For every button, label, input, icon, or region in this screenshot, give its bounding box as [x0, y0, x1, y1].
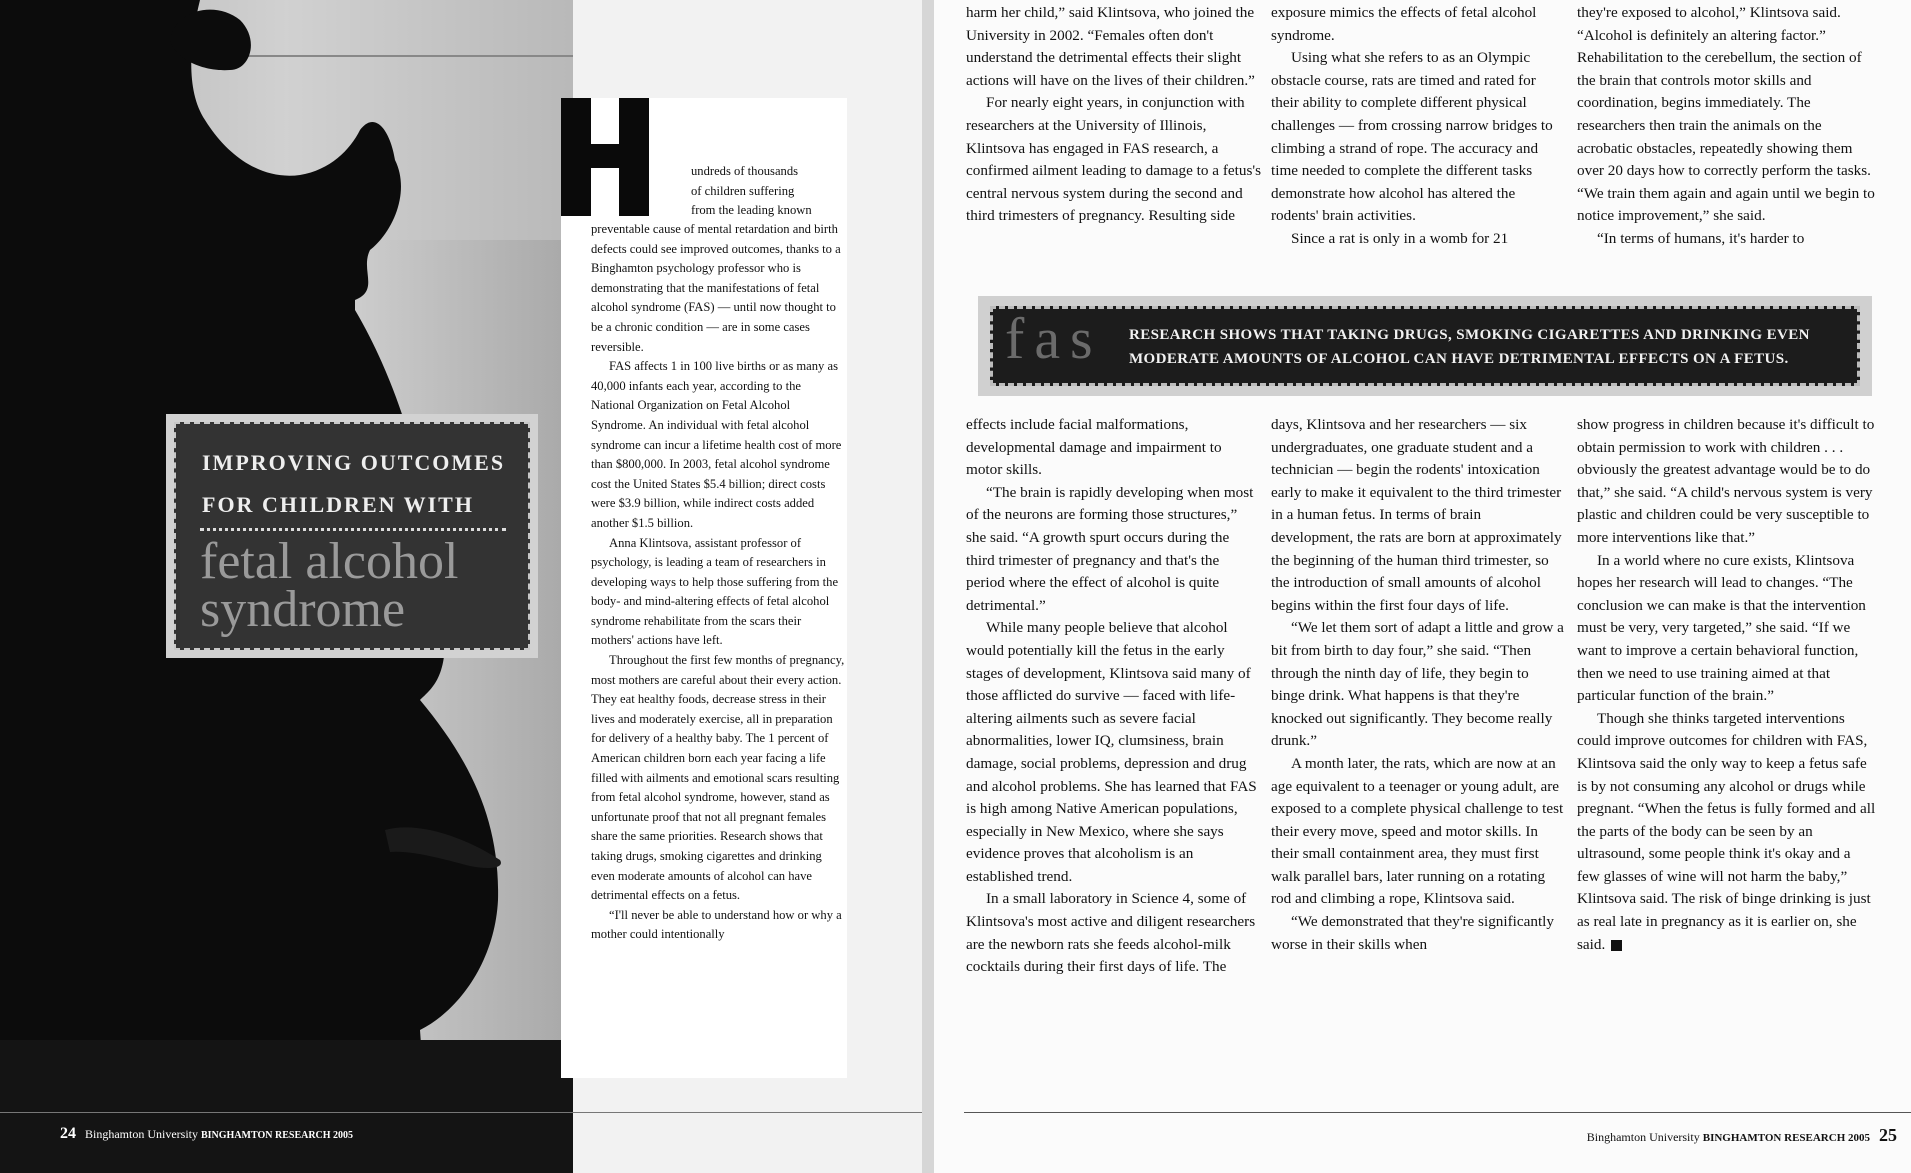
- right-footer: [1587, 1125, 1897, 1146]
- intro-line: undreds of thousands: [691, 164, 799, 178]
- drop-cap-letter: H: [605, 168, 606, 169]
- paragraph: effects include facial malformations, developmental damage and impairment to motor skills.: [966, 416, 1222, 479]
- article-column-left-page: [561, 98, 847, 1078]
- footer-rule: [964, 1112, 1911, 1113]
- paragraph: harm her child,” said Klintsova, who joined the University in 2002. “Females often don't understand the detrimental effects their slight actions will have on the lives of their children.”: [966, 4, 1255, 89]
- paragraph: “The brain is rapidly developing when most of the neurons are forming those structures,” she said. “A growth spurt occurs during the third trimester of pregnancy and that's the period where the effect of alcohol is quite detrimental.”: [966, 483, 1254, 614]
- top-column-3: [1577, 2, 1877, 251]
- paragraph: “We demonstrated that they're significantly worse in their skills when: [1271, 913, 1554, 953]
- pull-quote-label: fas: [1005, 306, 1103, 371]
- title-big-line-1: fetal alcohol: [200, 533, 459, 590]
- paragraph: they're exposed to alcohol,” Klintsova said. “Alcohol is definitely an altering factor.” Rehabilitation to the cerebellum, the section of the brain that controls motor skills and coordination, begins immediately. The researchers then train the animals on the acrobatic obstacles, repeatedly showing them over 20 days how to correctly perform the tasks. “We train them again and again until we begin to notice improvement,” she said.: [1577, 4, 1875, 225]
- paragraph: In a world where no cure exists, Klintsova hopes her research will lead to changes. “The conclusion we can make is that the intervention must be very, very targeted,” she said. “If we want to improve a certain behavioral function, then we need to use training aimed at that particular function of the brain.”: [1577, 551, 1866, 705]
- paragraph: “We let them sort of adapt a little and grow a bit from birth to day four,” she said. “Then through the ninth day of life, they begin to binge drink. What happens is that they're knocked out significantly. They become really drunk.”: [1271, 619, 1564, 750]
- paragraph: Anna Klintsova, assistant professor of psychology, is leading a team of researchers in developing ways to help those suffering from the body- and mind-altering effects of fetal alcohol syndrome rehabilitate from the scars their mothers' actions have left.: [591, 535, 839, 648]
- bottom-column-2: [1271, 414, 1566, 956]
- left-footer: [60, 1125, 353, 1143]
- footer-university: Binghamton University: [85, 1127, 198, 1141]
- intro-line: of children suffering: [691, 183, 795, 198]
- title-line-1: IMPROVING OUTCOMES: [202, 450, 506, 475]
- pull-quote-text: RESEARCH SHOWS THAT TAKING DRUGS, SMOKING CIGARETTES AND DRINKING EVEN MODERATE AMOUNTS OF ALCOHOL CAN HAVE DETRIMENTAL EFFECTS ON A FETUS.: [1129, 327, 1810, 367]
- paragraph: “In terms of humans, it's harder to: [1597, 229, 1805, 247]
- page-gutter: [922, 0, 934, 1173]
- paragraph: preventable cause of mental retardation and birth defects could see improved outcomes, thanks to a Binghamton psychology professor who is demonstrating that the manifestations of fetal alcohol syndrome (FAS) — until now thought to be a chronic condition — are in some cases reversible.: [591, 222, 841, 354]
- end-mark-icon: [1611, 940, 1622, 951]
- bottom-column-3: [1577, 414, 1877, 956]
- paragraph: “I'll never be able to understand how or why a mother could intentionally: [591, 907, 842, 942]
- footer-university: Binghamton University: [1586, 1130, 1700, 1144]
- page-number: 25: [1879, 1125, 1897, 1145]
- footer-rule: [0, 1112, 922, 1113]
- paragraph: While many people believe that alcohol would potentially kill the fetus in the early stages of development, Klintsova said many of those afflicted do survive — faced with life-altering ailments such as severe facial abnormalities, lower IQ, clumsiness, brain damage, social problems, depression and drug and alcohol problems. She has learned that FAS is high among Native American populations, especially in New Mexico, where she says evidence proves that alcoholism is an established trend.: [966, 619, 1257, 885]
- paragraph: In a small laboratory in Science 4, some of Klintsova's most active and diligent researchers are the newborn rats she feeds alcohol-milk cocktails during their first days of life. The: [966, 890, 1256, 976]
- left-page: [0, 0, 922, 1173]
- right-page: [934, 0, 1911, 1173]
- drop-cap: [561, 98, 649, 216]
- top-column-1: [966, 2, 1261, 228]
- bottom-column-1: [966, 414, 1261, 979]
- title-big-line-2: syndrome: [200, 581, 406, 638]
- title-divider: [200, 528, 506, 531]
- top-column-2: [1271, 2, 1566, 251]
- pull-quote-panel: [990, 306, 1860, 386]
- intro-line: from the leading known: [691, 203, 812, 218]
- title-box: [166, 414, 538, 658]
- page-number: 24: [60, 1125, 76, 1142]
- paragraph: For nearly eight years, in conjunction with researchers at the University of Illinois, Klintsova has engaged in FAS research, a confirmed ailment leading to damage to a fetus's central nervous system during the second and third trimesters of pregnancy. Resulting side: [966, 94, 1261, 225]
- paragraph: Using what she refers to as an Olympic obstacle course, rats are timed and rated for their ability to complete different physical challenges — from crossing narrow bridges to climbing a strand of rope. The accuracy and time needed to complete the different tasks demonstrate how alcohol has altered the rodents' brain activities.: [1271, 49, 1553, 225]
- paragraph: [1577, 708, 1877, 957]
- paragraph: exposure mimics the effects of fetal alcohol syndrome.: [1271, 4, 1537, 44]
- title-line-2: FOR CHILDREN WITH: [202, 492, 474, 517]
- paragraph: days, Klintsova and her researchers — six undergraduates, one graduate student and a technician — begin the rodents' intoxication early to make it equivalent to the third trimester in a human fetus. In terms of brain development, the rats are born at approximately the beginning of the human third trimester, so the introduction of small amounts of alcohol begins within the first four days of life.: [1271, 416, 1562, 614]
- paragraph: FAS affects 1 in 100 live births or as many as 40,000 infants each year, according to the National Organization on Fetal Alcohol Syndrome. An individual with fetal alcohol syndrome can incur a lifetime health cost of more than $800,000. In 2003, fetal alcohol syndrome cost the United States $5.4 billion; direct costs were $3.9 billion, while indirect costs added another $1.5 billion.: [591, 359, 842, 530]
- pull-quote-banner: [978, 296, 1872, 396]
- footer-publication: BINGHAMTON RESEARCH 2005: [201, 1130, 354, 1141]
- paragraph: show progress in children because it's difficult to obtain permission to work with children . . . obviously the greatest advantage would be to do that,” she said. “A child's nervous system is very plastic and children could be very susceptible to more interventions like that.”: [1577, 416, 1875, 546]
- intro-lines: [691, 162, 847, 221]
- footer-publication: BINGHAMTON RESEARCH 2005: [1702, 1132, 1870, 1144]
- paragraph: A month later, the rats, which are now at an age equivalent to a teenager or young adult, are exposed to a complete physical challenge to test their every move, speed and motor skills. In their small containment area, they must first walk parallel bars, later running on a rotating rod and climbing a rope, Klintsova said.: [1271, 754, 1564, 908]
- paragraph-text: Though she thinks targeted interventions could improve outcomes for children with FAS, Klintsova said the only way to keep a fetus safe is by not consuming any alcohol or drugs while pregnant. “When the fetus is fully formed and all the parts of the body can be seen by an ultrasound, some people think it's okay and a few glasses of wine will not harm the baby,” Klintsova said. The risk of binge drinking is just as real late in pregnancy as it is earlier on, she said.: [1577, 709, 1876, 953]
- left-page-body: [591, 220, 847, 945]
- title-panel: [174, 422, 530, 650]
- paragraph: Since a rat is only in a womb for 21: [1291, 229, 1509, 247]
- paragraph: Throughout the first few months of pregnancy, most mothers are careful about their every action. They eat healthy foods, decrease stress in their lives and moderately exercise, all in preparation for delivery of a healthy baby. The 1 percent of American children born each year facing a life filled with ailments and emotional scars resulting from fetal alcohol syndrome, however, stand as unfortunate proof that not all pregnant females share the same priorities. Research shows that taking drugs, smoking cigarettes and drinking even moderate amounts of alcohol can have detrimental effects on a fetus.: [591, 653, 845, 903]
